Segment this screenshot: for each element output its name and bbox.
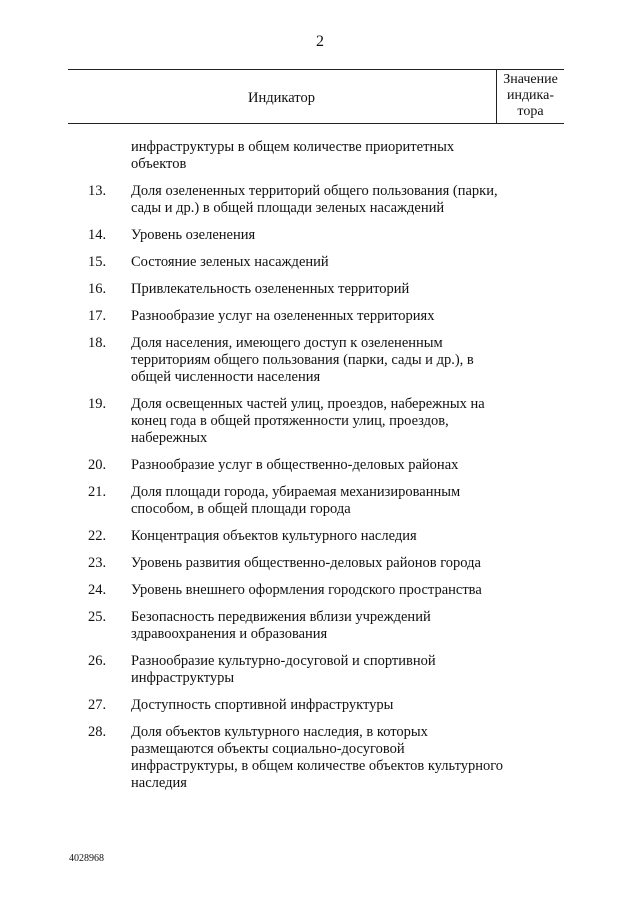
page-number: 2 [316, 33, 324, 50]
indicator-row [0, 396, 640, 447]
indicator-column-header: Индикатор [248, 90, 315, 106]
indicator-text: Состояние зеленых насаждений [131, 254, 329, 270]
indicator-number: 19. [88, 396, 107, 412]
indicator-row [0, 281, 640, 298]
indicator-text: Доступность спортивной инфраструктуры [131, 697, 394, 713]
indicator-number: 26. [88, 653, 107, 669]
indicator-text: Доля озелененных территорий общего пользования (парки, сады и др.) в общей площади зеленых насаждений [131, 183, 498, 216]
indicator-text: Привлекательность озелененных территорий [131, 281, 410, 297]
indicator-text: Разнообразие услуг в общественно-деловых районах [131, 457, 459, 473]
document-code: 4028968 [69, 853, 104, 864]
indicator-number: 28. [88, 724, 107, 740]
indicator-text: Разнообразие услуг на озелененных территориях [131, 308, 435, 324]
indicator-list [0, 139, 640, 802]
indicator-number: 14. [88, 227, 107, 243]
indicator-number: 21. [88, 484, 107, 500]
continuation-row [0, 139, 640, 173]
continuation-text: инфраструктуры в общем количестве приоритетных объектов [131, 139, 455, 172]
indicator-row [0, 183, 640, 217]
value-header-line: Значение [503, 72, 558, 87]
indicator-number: 17. [88, 308, 107, 324]
indicator-number: 24. [88, 582, 107, 598]
value-column-header [496, 70, 564, 123]
indicator-text: Уровень внешнего оформления городского пространства [131, 582, 482, 598]
value-header-line: тора [517, 104, 544, 119]
indicator-text: Уровень озеленения [131, 227, 256, 243]
indicator-row [0, 254, 640, 271]
indicator-text: Доля объектов культурного наследия, в которых размещаются объекты социально-досуговой инфраструктуры, в общем количестве объектов культурного наследия [131, 724, 504, 791]
indicator-row [0, 697, 640, 714]
indicator-number: 23. [88, 555, 107, 571]
indicator-text: Безопасность передвижения вблизи учреждений здравоохранения и образования [131, 609, 431, 642]
indicator-number: 20. [88, 457, 107, 473]
indicator-text: Доля освещенных частей улиц, проездов, набережных на конец года в общей протяженности улиц, проездов, набережных [131, 396, 485, 446]
indicator-text: Доля населения, имеющего доступ к озелененным территориям общего пользования (парки, сады и др.), в общей численности населения [131, 335, 474, 385]
indicator-row [0, 484, 640, 518]
indicator-text: Уровень развития общественно-деловых районов города [131, 555, 481, 571]
indicator-number: 15. [88, 254, 107, 270]
indicator-text: Доля площади города, убираемая механизированным способом, в общей площади города [131, 484, 461, 517]
indicator-row [0, 227, 640, 244]
indicator-number: 18. [88, 335, 107, 351]
indicator-row [0, 609, 640, 643]
indicator-row [0, 528, 640, 545]
indicator-number: 25. [88, 609, 107, 625]
indicator-row [0, 653, 640, 687]
indicator-number: 27. [88, 697, 107, 713]
indicator-row [0, 457, 640, 474]
indicator-number: 22. [88, 528, 107, 544]
indicator-text: Разнообразие культурно-досуговой и спортивной инфраструктуры [131, 653, 436, 686]
indicator-text: Концентрация объектов культурного наследия [131, 528, 417, 544]
indicator-row [0, 555, 640, 572]
indicator-row [0, 308, 640, 325]
table-header [68, 69, 564, 124]
indicator-number: 16. [88, 281, 107, 297]
indicator-row [0, 582, 640, 599]
indicator-row [0, 335, 640, 386]
indicator-row [0, 724, 640, 792]
indicator-number: 13. [88, 183, 107, 199]
value-header-line: индика- [506, 88, 555, 103]
